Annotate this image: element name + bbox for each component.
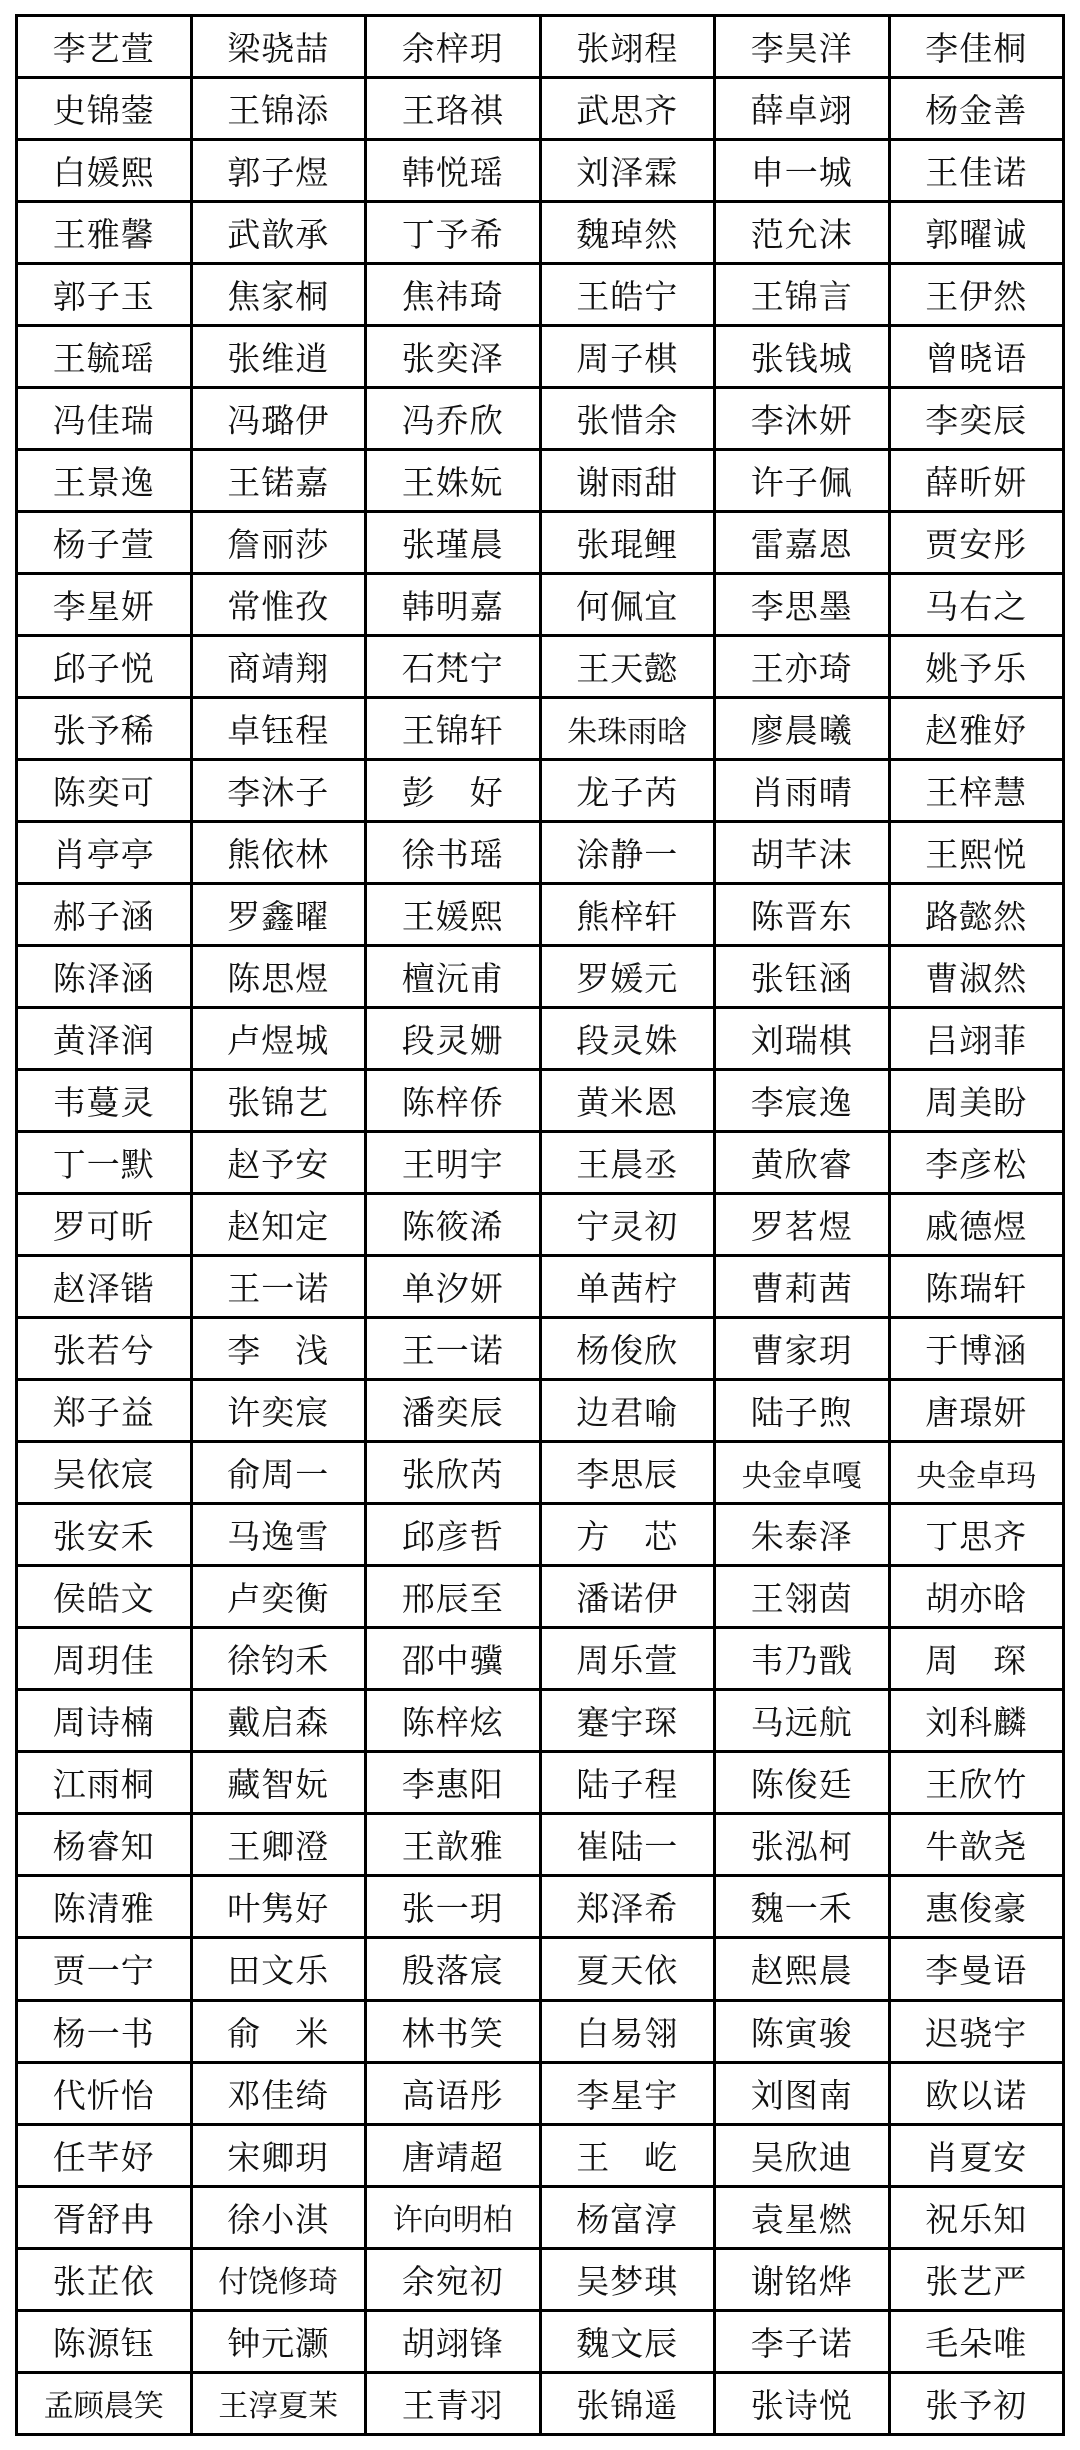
name-cell: 邵中骥	[366, 1628, 541, 1690]
table-row	[17, 388, 1064, 450]
table-row	[17, 140, 1064, 202]
name-cell: 黄欣睿	[715, 1132, 890, 1194]
name-cell: 王熙悦	[889, 822, 1064, 884]
name-cell: 高语彤	[366, 2062, 541, 2124]
name-cell: 陈俊廷	[715, 1752, 890, 1814]
name-cell: 曹家玥	[715, 1318, 890, 1380]
name-cell: 吴依宸	[17, 1442, 192, 1504]
name-cell: 张若兮	[17, 1318, 192, 1380]
table-row	[17, 2310, 1064, 2372]
name-cell: 丁予希	[366, 202, 541, 264]
table-row	[17, 1504, 1064, 1566]
table-row	[17, 2062, 1064, 2124]
name-cell: 肖亭亭	[17, 822, 192, 884]
name-cell: 常惟孜	[191, 574, 366, 636]
name-cell: 徐小淇	[191, 2186, 366, 2248]
name-cell: 韦乃戬	[715, 1628, 890, 1690]
name-cell: 侯皓文	[17, 1566, 192, 1628]
name-cell: 王欣竹	[889, 1752, 1064, 1814]
name-cell: 张泓柯	[715, 1814, 890, 1876]
name-cell: 祝乐知	[889, 2186, 1064, 2248]
table-row	[17, 2186, 1064, 2248]
name-cell: 王梓慧	[889, 760, 1064, 822]
name-cell: 冯佳瑞	[17, 388, 192, 450]
name-cell: 姚予乐	[889, 636, 1064, 698]
name-cell: 龙子芮	[540, 760, 715, 822]
table-row	[17, 450, 1064, 512]
name-cell: 藏智妧	[191, 1752, 366, 1814]
table-row	[17, 698, 1064, 760]
table-row	[17, 264, 1064, 326]
name-cell: 谢雨甜	[540, 450, 715, 512]
name-cell: 张奕泽	[366, 326, 541, 388]
name-cell: 央金卓嘎	[715, 1442, 890, 1504]
name-cell: 王锦轩	[366, 698, 541, 760]
name-cell: 林书笑	[366, 2000, 541, 2062]
name-cell: 韩明嘉	[366, 574, 541, 636]
name-cell: 赵雅妤	[889, 698, 1064, 760]
name-cell: 陈思煜	[191, 946, 366, 1008]
table-row	[17, 574, 1064, 636]
name-cell: 唐璟妍	[889, 1380, 1064, 1442]
name-roster-body	[17, 16, 1064, 2435]
name-cell: 郑泽希	[540, 1876, 715, 1938]
name-cell: 王晨丞	[540, 1132, 715, 1194]
name-cell: 李彦松	[889, 1132, 1064, 1194]
name-cell: 薛卓翊	[715, 78, 890, 140]
name-cell: 黄泽润	[17, 1008, 192, 1070]
name-cell: 王歆雅	[366, 1814, 541, 1876]
name-cell: 王青羽	[366, 2372, 541, 2434]
name-cell: 徐书瑶	[366, 822, 541, 884]
name-cell: 牛歆尧	[889, 1814, 1064, 1876]
name-cell: 李星妍	[17, 574, 192, 636]
name-cell: 李昊洋	[715, 16, 890, 78]
name-cell: 陆子煦	[715, 1380, 890, 1442]
name-cell: 张翊程	[540, 16, 715, 78]
table-row	[17, 1070, 1064, 1132]
name-cell: 赵泽锴	[17, 1256, 192, 1318]
name-cell: 陈奕可	[17, 760, 192, 822]
table-row	[17, 1628, 1064, 1690]
table-row	[17, 1876, 1064, 1938]
table-row	[17, 1938, 1064, 2000]
name-cell: 朱泰泽	[715, 1504, 890, 1566]
name-cell: 路懿然	[889, 884, 1064, 946]
name-cell: 王景逸	[17, 450, 192, 512]
name-roster-sheet	[15, 14, 1065, 2436]
name-cell: 冯乔欣	[366, 388, 541, 450]
name-cell: 马远航	[715, 1690, 890, 1752]
name-cell: 卢煜城	[191, 1008, 366, 1070]
name-cell: 罗可昕	[17, 1194, 192, 1256]
name-cell: 戴启森	[191, 1690, 366, 1752]
table-row	[17, 202, 1064, 264]
name-cell: 宁灵初	[540, 1194, 715, 1256]
name-cell: 余宛初	[366, 2248, 541, 2310]
name-cell: 方 芯	[540, 1504, 715, 1566]
name-cell: 戚德煜	[889, 1194, 1064, 1256]
name-cell: 王天懿	[540, 636, 715, 698]
name-cell: 罗鑫曜	[191, 884, 366, 946]
name-cell: 石梵宁	[366, 636, 541, 698]
name-cell: 肖雨晴	[715, 760, 890, 822]
name-cell: 李沐子	[191, 760, 366, 822]
name-cell: 赵予安	[191, 1132, 366, 1194]
name-roster-table	[15, 14, 1065, 2436]
name-cell: 贾一宁	[17, 1938, 192, 2000]
name-cell: 陆子程	[540, 1752, 715, 1814]
name-cell: 李佳桐	[889, 16, 1064, 78]
name-cell: 李曼语	[889, 1938, 1064, 2000]
name-cell: 唐靖超	[366, 2124, 541, 2186]
name-cell: 余梓玥	[366, 16, 541, 78]
name-cell: 朱珠雨晗	[540, 698, 715, 760]
name-cell: 张予初	[889, 2372, 1064, 2434]
name-cell: 李沐妍	[715, 388, 890, 450]
name-cell: 崔陆一	[540, 1814, 715, 1876]
table-row	[17, 16, 1064, 78]
name-cell: 王 屹	[540, 2124, 715, 2186]
name-cell: 曹莉茜	[715, 1256, 890, 1318]
name-cell: 郭曜诚	[889, 202, 1064, 264]
name-cell: 韩悦瑶	[366, 140, 541, 202]
name-cell: 周美盼	[889, 1070, 1064, 1132]
name-cell: 胡翊锋	[366, 2310, 541, 2372]
name-cell: 李惠阳	[366, 1752, 541, 1814]
name-cell: 周子棋	[540, 326, 715, 388]
name-cell: 赵知定	[191, 1194, 366, 1256]
name-cell: 白易翎	[540, 2000, 715, 2062]
name-cell: 曾晓语	[889, 326, 1064, 388]
table-row	[17, 822, 1064, 884]
name-cell: 杨富淳	[540, 2186, 715, 2248]
name-cell: 李星宇	[540, 2062, 715, 2124]
name-cell: 张琨鲤	[540, 512, 715, 574]
name-cell: 欧以诺	[889, 2062, 1064, 2124]
name-cell: 范允沫	[715, 202, 890, 264]
name-cell: 叶隽好	[191, 1876, 366, 1938]
name-cell: 商靖翔	[191, 636, 366, 698]
name-cell: 付饶修琦	[191, 2248, 366, 2310]
name-cell: 王姝妧	[366, 450, 541, 512]
name-cell: 刘图南	[715, 2062, 890, 2124]
name-cell: 张安禾	[17, 1504, 192, 1566]
name-cell: 惠俊豪	[889, 1876, 1064, 1938]
name-cell: 王锘嘉	[191, 450, 366, 512]
name-cell: 陈瑞轩	[889, 1256, 1064, 1318]
table-row	[17, 946, 1064, 1008]
name-cell: 韦蔓灵	[17, 1070, 192, 1132]
name-cell: 陈筱浠	[366, 1194, 541, 1256]
name-cell: 焦家桐	[191, 264, 366, 326]
name-cell: 于博涵	[889, 1318, 1064, 1380]
name-cell: 谢铭烨	[715, 2248, 890, 2310]
name-cell: 白媛熙	[17, 140, 192, 202]
name-cell: 刘瑞棋	[715, 1008, 890, 1070]
name-cell: 史锦蓥	[17, 78, 192, 140]
name-cell: 张艺严	[889, 2248, 1064, 2310]
name-cell: 冯璐伊	[191, 388, 366, 450]
name-cell: 武歆承	[191, 202, 366, 264]
name-cell: 罗媛元	[540, 946, 715, 1008]
name-cell: 王佳诺	[889, 140, 1064, 202]
name-cell: 魏一禾	[715, 1876, 890, 1938]
name-cell: 田文乐	[191, 1938, 366, 2000]
table-row	[17, 1566, 1064, 1628]
name-cell: 陈泽涵	[17, 946, 192, 1008]
table-row	[17, 2000, 1064, 2062]
name-cell: 张芷依	[17, 2248, 192, 2310]
name-cell: 魏琸然	[540, 202, 715, 264]
name-cell: 毛朵唯	[889, 2310, 1064, 2372]
name-cell: 郑子益	[17, 1380, 192, 1442]
name-cell: 杨子萱	[17, 512, 192, 574]
name-cell: 周玥佳	[17, 1628, 192, 1690]
name-cell: 王雅馨	[17, 202, 192, 264]
table-row	[17, 1318, 1064, 1380]
name-cell: 涂静一	[540, 822, 715, 884]
name-cell: 单汐妍	[366, 1256, 541, 1318]
name-cell: 卢奕衡	[191, 1566, 366, 1628]
name-cell: 张惜余	[540, 388, 715, 450]
name-cell: 陈晋东	[715, 884, 890, 946]
name-cell: 郝子涵	[17, 884, 192, 946]
table-row	[17, 1008, 1064, 1070]
name-cell: 王皓宁	[540, 264, 715, 326]
name-cell: 邓佳绮	[191, 2062, 366, 2124]
name-cell: 李思墨	[715, 574, 890, 636]
name-cell: 丁一默	[17, 1132, 192, 1194]
name-cell: 魏文辰	[540, 2310, 715, 2372]
name-cell: 张予稀	[17, 698, 192, 760]
name-cell: 徐钧禾	[191, 1628, 366, 1690]
name-cell: 曹淑然	[889, 946, 1064, 1008]
name-cell: 刘泽霖	[540, 140, 715, 202]
name-cell: 王媛熙	[366, 884, 541, 946]
table-row	[17, 760, 1064, 822]
table-row	[17, 512, 1064, 574]
name-cell: 彭 好	[366, 760, 541, 822]
name-cell: 俞 米	[191, 2000, 366, 2062]
name-cell: 贾安彤	[889, 512, 1064, 574]
name-cell: 邱彦哲	[366, 1504, 541, 1566]
name-cell: 申一城	[715, 140, 890, 202]
name-cell: 江雨桐	[17, 1752, 192, 1814]
name-cell: 宋卿玥	[191, 2124, 366, 2186]
name-cell: 吴梦琪	[540, 2248, 715, 2310]
name-cell: 詹丽莎	[191, 512, 366, 574]
name-cell: 陈清雅	[17, 1876, 192, 1938]
name-cell: 殷落宸	[366, 1938, 541, 2000]
name-cell: 代忻怡	[17, 2062, 192, 2124]
name-cell: 吴欣迪	[715, 2124, 890, 2186]
name-cell: 李 浅	[191, 1318, 366, 1380]
name-cell: 李子诺	[715, 2310, 890, 2372]
table-row	[17, 1752, 1064, 1814]
name-cell: 卓钰程	[191, 698, 366, 760]
name-cell: 陈梓侨	[366, 1070, 541, 1132]
name-cell: 熊依林	[191, 822, 366, 884]
name-cell: 钟元灏	[191, 2310, 366, 2372]
table-row	[17, 1814, 1064, 1876]
table-row	[17, 1690, 1064, 1752]
name-cell: 张瑾晨	[366, 512, 541, 574]
name-cell: 周乐萱	[540, 1628, 715, 1690]
name-cell: 黄米恩	[540, 1070, 715, 1132]
name-cell: 王一诺	[366, 1318, 541, 1380]
name-cell: 边君喻	[540, 1380, 715, 1442]
name-cell: 武思齐	[540, 78, 715, 140]
name-cell: 夏天依	[540, 1938, 715, 2000]
name-cell: 梁骁喆	[191, 16, 366, 78]
name-cell: 陈梓炫	[366, 1690, 541, 1752]
name-cell: 王明宇	[366, 1132, 541, 1194]
name-cell: 王淳夏茉	[191, 2372, 366, 2434]
name-cell: 丁思齐	[889, 1504, 1064, 1566]
name-cell: 檀沅甫	[366, 946, 541, 1008]
name-cell: 张一玥	[366, 1876, 541, 1938]
name-cell: 王伊然	[889, 264, 1064, 326]
name-cell: 许奕宸	[191, 1380, 366, 1442]
name-cell: 吕翊菲	[889, 1008, 1064, 1070]
name-cell: 胥舒冉	[17, 2186, 192, 2248]
name-cell: 杨睿知	[17, 1814, 192, 1876]
table-row	[17, 1132, 1064, 1194]
name-cell: 袁星燃	[715, 2186, 890, 2248]
name-cell: 央金卓玛	[889, 1442, 1064, 1504]
name-cell: 张钰涵	[715, 946, 890, 1008]
name-cell: 熊梓轩	[540, 884, 715, 946]
table-row	[17, 2124, 1064, 2186]
name-cell: 王一诺	[191, 1256, 366, 1318]
table-row	[17, 2248, 1064, 2310]
name-cell: 马右之	[889, 574, 1064, 636]
name-cell: 段灵姝	[540, 1008, 715, 1070]
name-cell: 廖晨曦	[715, 698, 890, 760]
table-row	[17, 326, 1064, 388]
name-cell: 陈寅骏	[715, 2000, 890, 2062]
name-cell: 段灵姗	[366, 1008, 541, 1070]
table-row	[17, 78, 1064, 140]
name-cell: 许向明柏	[366, 2186, 541, 2248]
table-row	[17, 1256, 1064, 1318]
name-cell: 孟顾晨笑	[17, 2372, 192, 2434]
name-cell: 王珞祺	[366, 78, 541, 140]
name-cell: 许子佩	[715, 450, 890, 512]
name-cell: 周 琛	[889, 1628, 1064, 1690]
name-cell: 张欣芮	[366, 1442, 541, 1504]
name-cell: 李奕辰	[889, 388, 1064, 450]
name-cell: 李思辰	[540, 1442, 715, 1504]
name-cell: 张锦艺	[191, 1070, 366, 1132]
name-cell: 郭子煜	[191, 140, 366, 202]
name-cell: 潘诺伊	[540, 1566, 715, 1628]
name-cell: 杨俊欣	[540, 1318, 715, 1380]
table-row	[17, 1194, 1064, 1256]
name-cell: 王锦言	[715, 264, 890, 326]
name-cell: 杨一书	[17, 2000, 192, 2062]
name-cell: 蹇宇琛	[540, 1690, 715, 1752]
name-cell: 王毓瑶	[17, 326, 192, 388]
name-cell: 李艺萱	[17, 16, 192, 78]
name-cell: 潘奕辰	[366, 1380, 541, 1442]
name-cell: 王卿澄	[191, 1814, 366, 1876]
name-cell: 郭子玉	[17, 264, 192, 326]
name-cell: 邢辰至	[366, 1566, 541, 1628]
name-cell: 胡亦晗	[889, 1566, 1064, 1628]
name-cell: 肖夏安	[889, 2124, 1064, 2186]
name-cell: 李宸逸	[715, 1070, 890, 1132]
name-cell: 赵熙晨	[715, 1938, 890, 2000]
name-cell: 张锦遥	[540, 2372, 715, 2434]
table-row	[17, 884, 1064, 946]
name-cell: 胡芊沫	[715, 822, 890, 884]
table-row	[17, 1442, 1064, 1504]
name-cell: 王亦琦	[715, 636, 890, 698]
name-cell: 张维逍	[191, 326, 366, 388]
name-cell: 张诗悦	[715, 2372, 890, 2434]
table-row	[17, 1380, 1064, 1442]
name-cell: 迟骁宇	[889, 2000, 1064, 2062]
name-cell: 王锦添	[191, 78, 366, 140]
name-cell: 单茜柠	[540, 1256, 715, 1318]
name-cell: 何佩宜	[540, 574, 715, 636]
name-cell: 罗茗煜	[715, 1194, 890, 1256]
name-cell: 杨金善	[889, 78, 1064, 140]
name-cell: 邱子悦	[17, 636, 192, 698]
name-cell: 周诗楠	[17, 1690, 192, 1752]
name-cell: 俞周一	[191, 1442, 366, 1504]
name-cell: 王翎茵	[715, 1566, 890, 1628]
name-cell: 薛昕妍	[889, 450, 1064, 512]
name-cell: 马逸雪	[191, 1504, 366, 1566]
name-cell: 刘科麟	[889, 1690, 1064, 1752]
table-row	[17, 2372, 1064, 2434]
name-cell: 雷嘉恩	[715, 512, 890, 574]
table-row	[17, 636, 1064, 698]
name-cell: 焦祎琦	[366, 264, 541, 326]
name-cell: 张钱城	[715, 326, 890, 388]
name-cell: 任芊妤	[17, 2124, 192, 2186]
name-cell: 陈源钰	[17, 2310, 192, 2372]
